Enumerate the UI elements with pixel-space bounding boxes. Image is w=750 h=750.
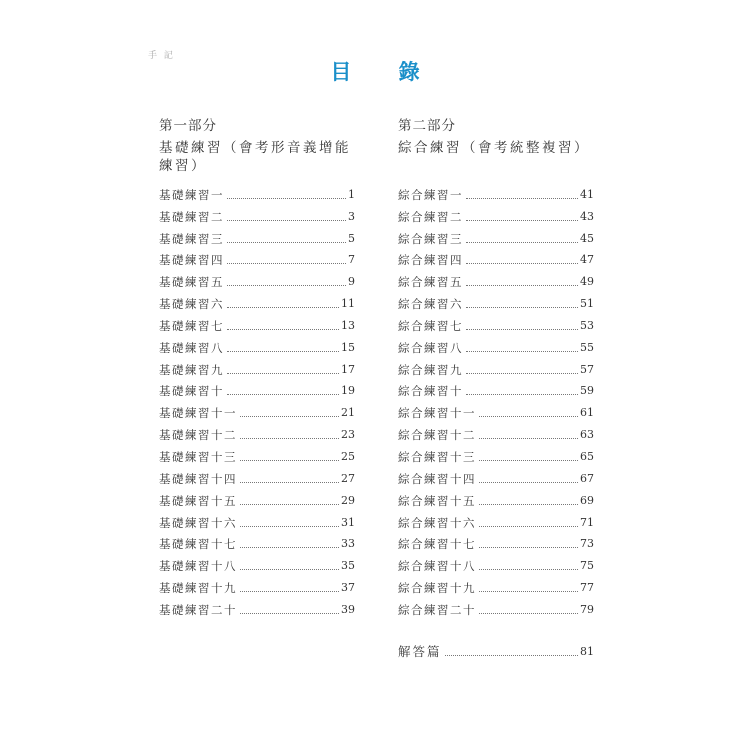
toc-entry-page-number: 59 [580,384,594,398]
toc-entry-label: 綜合練習十一 [398,406,476,421]
toc-entry-page-number: 57 [580,362,594,376]
toc-entry-page-number: 71 [580,515,594,529]
dot-leader [240,546,339,548]
toc-entry-label: 綜合練習十 [398,384,463,399]
toc-entry-label: 綜合練習三 [398,231,463,246]
toc-entry[interactable] [159,531,355,553]
toc-entry-page-number: 41 [580,187,594,201]
toc-entry[interactable] [159,378,355,400]
toc-entry[interactable] [398,552,594,574]
toc-entry-page-number: 11 [341,297,355,311]
toc-entry-label: 綜合練習二 [398,209,463,224]
toc-entry-page-number: 3 [348,209,355,223]
toc-entry[interactable] [159,465,355,487]
toc-entry[interactable] [159,552,355,574]
dot-leader [240,415,339,417]
toc-entry-page-number: 7 [348,253,355,267]
dot-leader [479,437,578,439]
toc-entry-label: 綜合練習十七 [398,537,476,552]
dot-leader [240,590,339,592]
toc-entry-page-number: 61 [580,406,594,420]
toc-entry[interactable] [159,268,355,290]
toc-entry-label: 綜合練習十八 [398,559,476,574]
dot-leader [466,372,578,374]
toc-entry[interactable] [398,312,594,334]
dot-leader [466,197,578,199]
toc-entry[interactable] [398,181,594,203]
toc-entry-label: 綜合練習二十 [398,602,476,617]
dot-leader [466,306,578,308]
dot-leader [479,415,578,417]
toc-entry[interactable] [159,334,355,356]
toc-entry-label: 綜合練習五 [398,275,463,290]
toc-entry[interactable] [159,203,355,225]
toc-entry-label: 基礎練習十六 [159,515,237,530]
toc-entry-page-number: 17 [341,362,355,376]
toc-entry[interactable] [398,378,594,400]
toc-entry-page-number: 63 [580,428,594,442]
toc-entry[interactable] [159,181,355,203]
dot-leader [227,306,339,308]
toc-entry[interactable] [159,421,355,443]
answers-toc-entry[interactable] [398,640,594,660]
dot-leader [479,568,578,570]
answers-page-number: 81 [580,645,594,658]
toc-entry-page-number: 19 [341,384,355,398]
toc-entry-page-number: 35 [341,559,355,573]
dot-leader [466,219,578,221]
toc-entry[interactable] [159,312,355,334]
dot-leader [227,350,339,352]
toc-entry-label: 基礎練習七 [159,318,224,333]
toc-entry-page-number: 27 [341,471,355,485]
toc-entry[interactable] [398,247,594,269]
toc-entry[interactable] [398,596,594,618]
toc-entry[interactable] [398,531,594,553]
part2-column [398,117,594,617]
dot-leader [227,262,346,264]
toc-entry[interactable] [398,225,594,247]
toc-entry-page-number: 79 [580,602,594,616]
toc-entry-label: 基礎練習十五 [159,493,237,508]
toc-entry-label: 綜合練習十四 [398,471,476,486]
dot-leader [240,612,339,614]
toc-entry-page-number: 49 [580,275,594,289]
toc-entry-label: 綜合練習十三 [398,449,476,464]
answers-label: 解答篇 [398,644,442,659]
toc-entry-page-number: 51 [580,297,594,311]
dot-leader [227,219,346,221]
toc-entry-page-number: 77 [580,581,594,595]
toc-entry-page-number: 43 [580,209,594,223]
dot-leader [240,459,339,461]
page-corner-text: 手 記 [148,51,175,61]
dot-leader [479,590,578,592]
toc-entry[interactable] [159,290,355,312]
dot-leader [445,654,578,656]
toc-entry[interactable] [159,574,355,596]
part2-label: 第二部分 [398,118,456,134]
toc-entry-label: 綜合練習八 [398,340,463,355]
dot-leader [479,546,578,548]
toc-entry-label: 綜合練習十二 [398,428,476,443]
toc-entry-page-number: 73 [580,537,594,551]
part1-column [159,117,355,617]
toc-entry-label: 基礎練習六 [159,297,224,312]
toc-entry[interactable] [398,465,594,487]
toc-entry[interactable] [398,487,594,509]
dot-leader [240,503,339,505]
toc-entry-label: 綜合練習一 [398,187,463,202]
toc-entry-page-number: 75 [580,559,594,573]
toc-entry[interactable] [398,268,594,290]
toc-entry-label: 基礎練習十九 [159,581,237,596]
dot-leader [479,503,578,505]
toc-entry[interactable] [159,487,355,509]
dot-leader [240,481,339,483]
toc-entry-page-number: 47 [580,253,594,267]
toc-entry[interactable] [398,421,594,443]
part2-subtitle: 綜合練習（會考統整複習） [398,140,590,156]
toc-entry-page-number: 5 [348,231,355,245]
dot-leader [227,393,339,395]
toc-entry-label: 基礎練習九 [159,362,224,377]
dot-leader [227,241,346,243]
toc-entry-label: 基礎練習八 [159,340,224,355]
toc-entry[interactable] [159,399,355,421]
toc-entry-page-number: 69 [580,493,594,507]
toc-entry-page-number: 55 [580,340,594,354]
toc-entry[interactable] [398,334,594,356]
toc-entry[interactable] [398,290,594,312]
toc-entry[interactable] [159,509,355,531]
toc-entry-label: 基礎練習十八 [159,559,237,574]
dot-leader [466,284,578,286]
toc-entry-label: 綜合練習四 [398,253,463,268]
toc-entry[interactable] [398,356,594,378]
toc-entry-page-number: 15 [341,340,355,354]
part2-toc-list [398,181,594,618]
toc-entry-page-number: 67 [580,471,594,485]
toc-entry-page-number: 31 [341,515,355,529]
toc-entry-label: 綜合練習七 [398,318,463,333]
part1-toc-list [159,181,355,618]
toc-entry-page-number: 9 [348,275,355,289]
dot-leader [227,328,339,330]
dot-leader [466,241,578,243]
toc-entry-label: 基礎練習十 [159,384,224,399]
toc-entry[interactable] [398,399,594,421]
dot-leader [466,262,578,264]
page-title: 目 錄 [330,60,440,84]
toc-entry-label: 基礎練習四 [159,253,224,268]
toc-entry-label: 基礎練習十一 [159,406,237,421]
toc-entry[interactable] [398,443,594,465]
toc-entry-label: 基礎練習十三 [159,449,237,464]
toc-entry-page-number: 37 [341,581,355,595]
dot-leader [227,197,346,199]
toc-entry[interactable] [159,596,355,618]
toc-entry-label: 基礎練習十四 [159,471,237,486]
toc-entry[interactable] [159,225,355,247]
toc-entry-label: 基礎練習十七 [159,537,237,552]
toc-entry-page-number: 53 [580,318,594,332]
toc-entry-label: 綜合練習六 [398,297,463,312]
dot-leader [466,328,578,330]
dot-leader [227,372,339,374]
part1-subtitle: 基礎練習（會考形音義增能練習） [159,140,351,174]
toc-entry-page-number: 45 [580,231,594,245]
toc-entry[interactable] [159,247,355,269]
toc-entry[interactable] [398,574,594,596]
dot-leader [240,568,339,570]
toc-entry-label: 基礎練習一 [159,187,224,202]
dot-leader [466,350,578,352]
dot-leader [479,612,578,614]
toc-entry-label: 綜合練習十六 [398,515,476,530]
toc-entry-label: 基礎練習五 [159,275,224,290]
toc-entry-label: 基礎練習二十 [159,602,237,617]
toc-entry-label: 基礎練習二 [159,209,224,224]
toc-entry-page-number: 65 [580,449,594,463]
dot-leader [479,525,578,527]
toc-entry-label: 綜合練習九 [398,362,463,377]
toc-entry[interactable] [398,509,594,531]
toc-entry-label: 基礎練習十二 [159,428,237,443]
toc-entry-page-number: 29 [341,493,355,507]
dot-leader [240,525,339,527]
part1-label: 第一部分 [159,118,217,134]
toc-entry-page-number: 13 [341,318,355,332]
toc-entry[interactable] [159,443,355,465]
dot-leader [240,437,339,439]
dot-leader [227,284,346,286]
toc-entry[interactable] [398,203,594,225]
toc-entry-page-number: 39 [341,602,355,616]
toc-entry-page-number: 25 [341,449,355,463]
dot-leader [466,393,578,395]
toc-entry-page-number: 21 [341,406,355,420]
toc-entry-label: 綜合練習十九 [398,581,476,596]
toc-entry-label: 基礎練習三 [159,231,224,246]
toc-entry[interactable] [159,356,355,378]
toc-entry-page-number: 1 [348,187,355,201]
toc-entry-label: 綜合練習十五 [398,493,476,508]
toc-entry-page-number: 33 [341,537,355,551]
dot-leader [479,459,578,461]
dot-leader [479,481,578,483]
toc-entry-page-number: 23 [341,428,355,442]
